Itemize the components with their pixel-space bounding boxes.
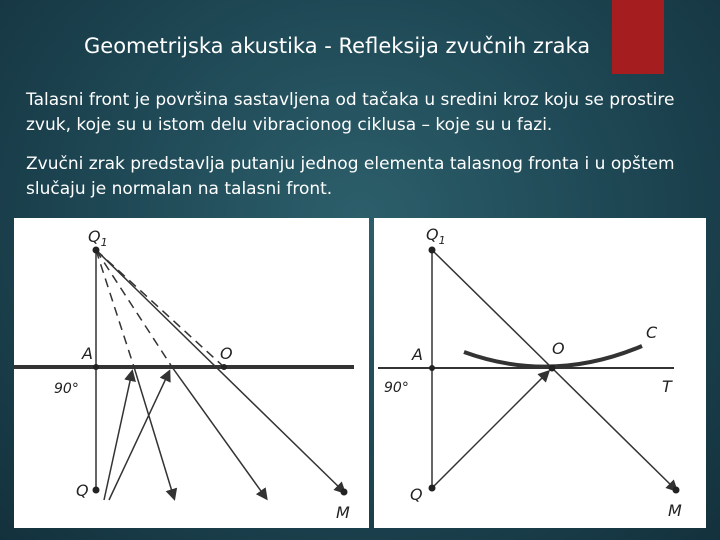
label-q1: $Q_1$ (88, 227, 108, 249)
point-o (549, 365, 556, 372)
image-ray-line (96, 250, 344, 492)
label-o: O (220, 344, 233, 363)
incident-ray (432, 372, 548, 488)
label-angle: 90° (384, 380, 409, 396)
point-q (93, 487, 100, 494)
point-q1 (93, 247, 100, 254)
label-a: A (82, 344, 93, 363)
label-t: T (662, 377, 672, 396)
reflected-ray-2 (172, 367, 266, 498)
figure-curved-reflection (374, 218, 706, 528)
point-m (341, 489, 348, 496)
paragraph-wavefront: Talasni front je površina sastavljena od tačaka u sredini kroz koju se prostire zvuk, koje su u istom delu vibracionog ciklusa – koje su u fazi. (26, 90, 675, 135)
point-m (673, 487, 680, 494)
reflected-ray (552, 368, 676, 490)
label-q: Q (76, 481, 89, 500)
point-q (429, 485, 436, 492)
figure-plane-reflection (14, 218, 369, 528)
accent-bar (612, 0, 664, 74)
label-a: A (412, 345, 423, 364)
label-m: M (668, 501, 682, 520)
label-o: O (552, 339, 565, 358)
point-a (93, 364, 99, 370)
slide-title: Geometrijska akustika - Refleksija zvučnih zraka (84, 34, 591, 58)
point-q1 (429, 247, 436, 254)
label-q1: $Q_1$ (426, 225, 446, 247)
image-ray-line (432, 250, 552, 368)
label-angle: 90° (54, 381, 79, 397)
label-m: M (336, 503, 350, 522)
label-q: Q (410, 485, 423, 504)
point-o (221, 364, 227, 370)
dashed-ray-2 (96, 250, 172, 367)
label-c: C (646, 323, 658, 342)
point-a (429, 365, 435, 371)
paragraph-sound-ray: Zvučni zrak predstavlja putanju jednog elementa talasnog fronta i u opštem slučaju je normalan na talasni front. (26, 154, 675, 199)
